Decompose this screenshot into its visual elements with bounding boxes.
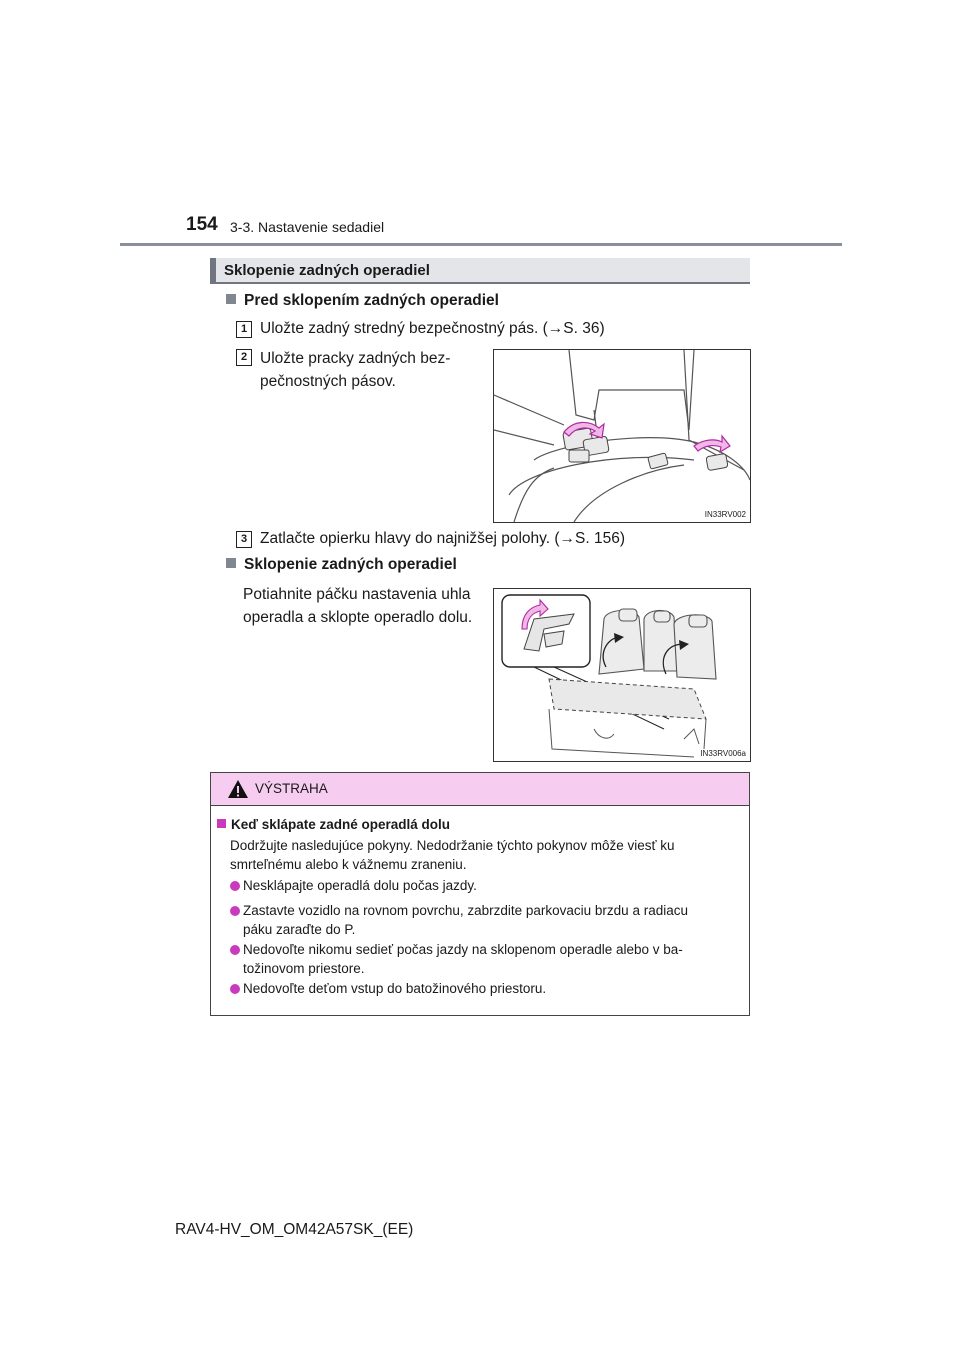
footer-model-code: RAV4-HV_OM_OM42A57SK_(EE) bbox=[175, 1221, 414, 1238]
warning-bullet-3-line2: tožinovom priestore. bbox=[243, 961, 365, 976]
folding-seatbacks-drawing bbox=[494, 589, 750, 761]
header-divider bbox=[120, 243, 842, 246]
seatbelt-buckles-drawing bbox=[494, 350, 750, 522]
page-number: 154 bbox=[186, 214, 218, 235]
step-2-text-line1: Uložte pracky zadných bez- bbox=[260, 350, 451, 367]
bullet-dot-icon bbox=[230, 906, 240, 916]
section-accent bbox=[210, 258, 216, 282]
square-bullet-icon bbox=[226, 294, 236, 304]
section-title: Sklopenie zadných operadiel bbox=[224, 262, 430, 279]
step-number-2: 2 bbox=[236, 349, 252, 366]
step-1-text: Uložte zadný stredný bezpečnostný pás. (→S. 36) bbox=[260, 320, 605, 337]
section-heading bbox=[210, 258, 750, 284]
bullet-dot-icon bbox=[230, 945, 240, 955]
subheading-text: Pred sklopením zadných operadiel bbox=[244, 292, 499, 309]
warning-title bbox=[217, 817, 450, 832]
subheading-text: Sklopenie zadných operadiel bbox=[244, 556, 457, 573]
illustration-seatbelt-buckles bbox=[493, 349, 751, 523]
warning-header bbox=[211, 773, 749, 806]
warning-bullet-1: Nesklápajte operadlá dolu počas jazdy. bbox=[243, 878, 477, 893]
warning-triangle-icon bbox=[227, 779, 249, 799]
step-2-text-line2: pečnostných pásov. bbox=[260, 373, 396, 390]
square-bullet-icon bbox=[217, 819, 226, 828]
warning-intro-line1: Dodržujte nasledujúce pokyny. Nedodržanie týchto pokynov môže viesť ku bbox=[230, 838, 675, 853]
illustration-code: IN33RV006a bbox=[700, 749, 746, 758]
chapter-title: 3-3. Nastavenie sedadiel bbox=[230, 219, 385, 235]
subheading-before-folding bbox=[226, 292, 499, 310]
step-number-1: 1 bbox=[236, 321, 252, 338]
illustration-folding-seatbacks bbox=[493, 588, 751, 762]
warning-bullet-2-line1: Zastavte vozidlo na rovnom povrchu, zabrzdite parkovaciu brzdu a radiacu bbox=[243, 903, 688, 918]
folding-text-line1: Potiahnite páčku nastavenia uhla bbox=[243, 586, 471, 603]
warning-label: VÝSTRAHA bbox=[255, 781, 328, 796]
warning-bullet-4: Nedovoľte deťom vstup do batožinového priestoru. bbox=[243, 981, 547, 996]
warning-bullet-3-line1: Nedovoľte nikomu sedieť počas jazdy na sklopenom operadle alebo v ba- bbox=[243, 942, 683, 957]
bullet-dot-icon bbox=[230, 881, 240, 891]
folding-text-line2: operadla a sklopte operadlo dolu. bbox=[243, 609, 473, 626]
square-bullet-icon bbox=[226, 558, 236, 568]
warning-box bbox=[210, 772, 750, 1016]
warning-title-text: Keď sklápate zadné operadlá dolu bbox=[231, 817, 451, 832]
illustration-code: IN33RV002 bbox=[704, 510, 746, 519]
subheading-folding bbox=[226, 556, 457, 574]
bullet-dot-icon bbox=[230, 984, 240, 994]
step-3-text: Zatlačte opierku hlavy do najnižšej polohy. (→S. 156) bbox=[260, 530, 626, 547]
warning-intro-line2: smrteľnému alebo k vážnemu zraneniu. bbox=[230, 857, 467, 872]
warning-bullet-2-line2: páku zaraďte do P. bbox=[243, 922, 356, 937]
step-number-3: 3 bbox=[236, 531, 252, 548]
